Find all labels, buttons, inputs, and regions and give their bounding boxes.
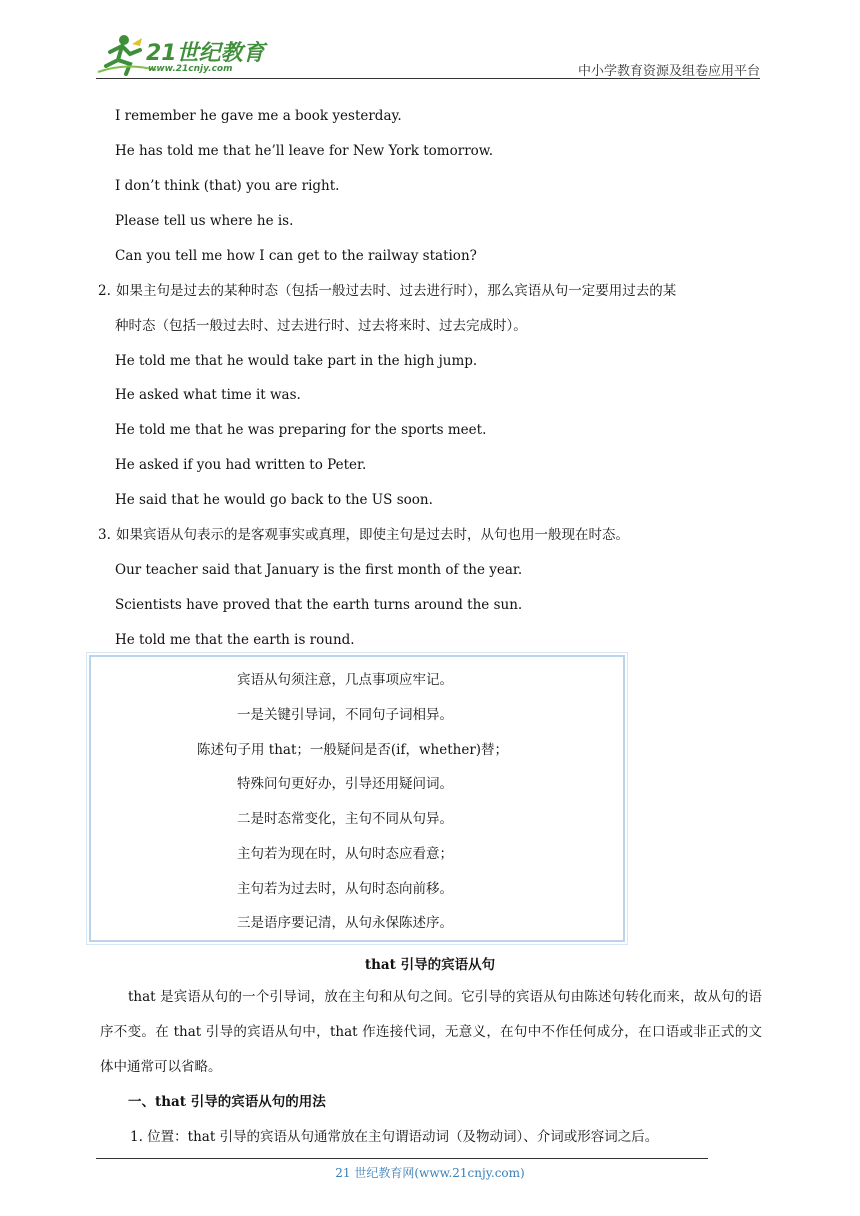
example-sentence: Please tell us where he is. <box>115 213 294 229</box>
example-sentence: He has told me that he’ll leave for New York tomorrow. <box>115 143 494 159</box>
rule-2-continuation: 种时态（包括一般过去时、过去进行时、过去将来时、过去完成时）。 <box>115 318 527 334</box>
mnemonic-line: 主句若为现在时，从句时态应看意； <box>237 846 453 862</box>
mnemonic-line: 二是时态常变化，主句不同从句异。 <box>237 811 453 827</box>
header-divider <box>96 78 760 79</box>
footer-link[interactable]: 21 世纪教育网(www.21cnjy.com) <box>335 1166 525 1180</box>
example-sentence: He said that he would go back to the US soon. <box>115 492 433 508</box>
mnemonic-line: 宾语从句须注意，几点事项应牢记。 <box>237 672 453 688</box>
rule-number: 2. <box>98 283 111 299</box>
rule-2 <box>98 282 676 300</box>
example-sentence: Our teacher said that January is the first month of the year. <box>115 562 523 578</box>
mnemonic-line: 主句若为过去时，从句时态向前移。 <box>237 881 453 897</box>
logo-main-text: 21世纪教育 <box>146 41 265 66</box>
rule-number: 3. <box>98 527 111 543</box>
mnemonic-line: 三是语序要记清，从句永保陈述序。 <box>237 915 453 931</box>
rule-text: 如果主句是过去的某种时态（包括一般过去时、过去进行时），那么宾语从句一定要用过去的某 <box>116 283 677 299</box>
example-sentence: Can you tell me how I can get to the railway station? <box>115 248 477 264</box>
subheading: 一、that 引导的宾语从句的用法 <box>128 1094 326 1110</box>
example-sentence: He told me that he was preparing for the sports meet. <box>115 422 487 438</box>
site-logo <box>96 32 266 78</box>
rule-3 <box>98 526 629 544</box>
mnemonic-line: 一是关键引导词，不同句子词相异。 <box>237 707 453 723</box>
example-sentence: I don’t think (that) you are right. <box>115 178 340 194</box>
section-title: that 引导的宾语从句 <box>364 957 496 973</box>
mnemonic-box <box>89 655 625 942</box>
example-sentence: He told me that he would take part in the high jump. <box>115 353 478 369</box>
example-sentence: He asked if you had written to Peter. <box>115 457 367 473</box>
logo-sub-text: www.21cnjy.com <box>148 64 233 74</box>
example-sentence: He asked what time it was. <box>115 387 301 403</box>
intro-paragraph: that 是宾语从句的一个引导词，放在主句和从句之间。它引导的宾语从句由陈述句转化而来，故从句的语序不变。在 that 引导的宾语从句中，that 作连接代词，无意义，在句中不作任何成分，在口语或非正式的文体中通常可以省略。 <box>100 989 762 1075</box>
mnemonic-line: 特殊问句更好办，引导还用疑问词。 <box>237 776 453 792</box>
footer-divider <box>96 1158 708 1159</box>
rule-text: 如果宾语从句表示的是客观事实或真理，即使主句是过去时，从句也用一般现在时态。 <box>116 527 629 543</box>
example-sentence: I remember he gave me a book yesterday. <box>115 108 402 124</box>
example-sentence: He told me that the earth is round. <box>115 632 355 648</box>
point-1: 1. 位置：that 引导的宾语从句通常放在主句谓语动词（及物动词）、介词或形容词之后。 <box>130 1129 659 1145</box>
platform-name: 中小学教育资源及组卷应用平台 <box>577 64 760 79</box>
example-sentence: Scientists have proved that the earth turns around the sun. <box>115 597 523 613</box>
mnemonic-line: 陈述句子用 that；一般疑问是否(if，whether)替； <box>197 742 509 758</box>
